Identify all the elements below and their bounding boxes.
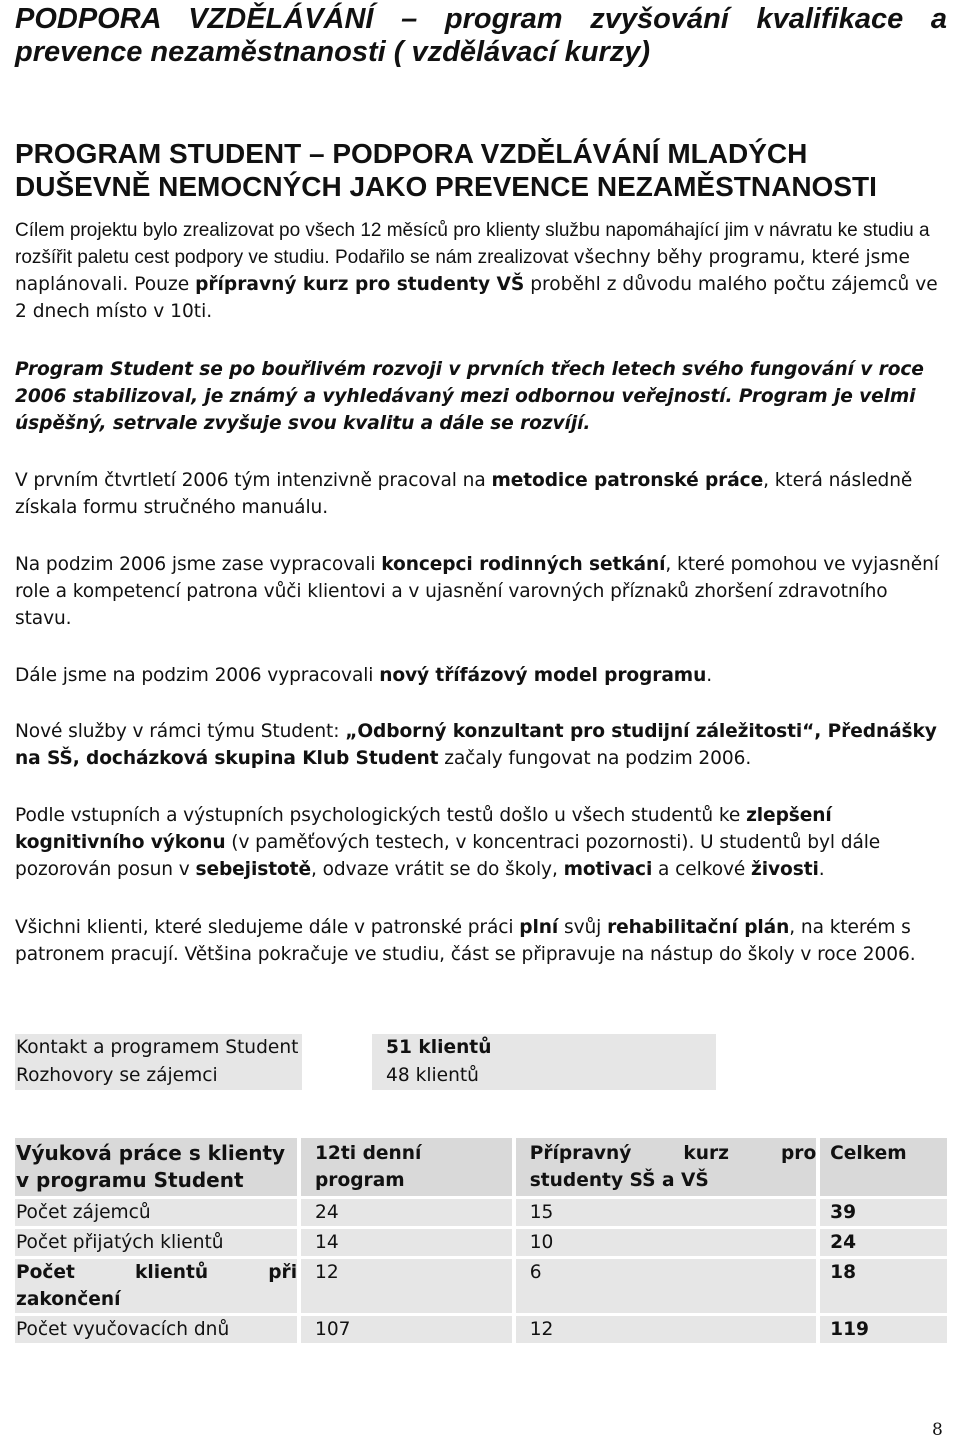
- paragraph-new-services: [15, 718, 947, 772]
- table-row: [15, 1316, 947, 1343]
- paragraph-family-meetings: [15, 551, 947, 632]
- intro-arial-text: Cílem projektu bylo zrealizovat po všech 12 měsíců pro klienty službu napomáhající jim v návratu ke studiu a rozšířit paletu cest podpory ve studiu. Podařilo se nám zrealizovat: [15, 220, 930, 268]
- p6-text-c: svůj: [558, 917, 608, 938]
- paragraph-clients: [15, 914, 947, 968]
- contact-value: 51 klientů: [372, 1034, 716, 1062]
- p4-text-c: začaly fungovat na podzim 2006.: [438, 748, 752, 769]
- p1-bold: metodice patronské práce: [491, 470, 764, 491]
- table-row: [15, 1259, 947, 1313]
- table-cell: 12: [516, 1316, 817, 1343]
- p6-bold-b: plní: [519, 917, 559, 938]
- row-label: Počet klientů při zakončení: [15, 1259, 297, 1313]
- paragraph-tests: [15, 802, 947, 883]
- contact-label: Kontakt a programem Student: [15, 1034, 302, 1062]
- p5-bold-d: sebejistotě: [195, 859, 311, 880]
- main-heading: PODPORA VZDĚLÁVÁNÍ – program zvyšování kvalifikace a prevence nezaměstnanosti ( vzdělávací kurzy): [15, 3, 947, 68]
- page-number: 8: [932, 1420, 943, 1440]
- total-cell: 119: [820, 1316, 947, 1343]
- p5-text-g: a celkové: [652, 859, 752, 880]
- paragraph-methodology: [15, 467, 947, 521]
- p5-bold-b: zlepšení kognitivního výkonu: [15, 805, 832, 853]
- paragraph-model: [15, 662, 947, 689]
- total-cell: 24: [820, 1229, 947, 1256]
- table-cell: 24: [301, 1199, 512, 1226]
- p3-text-c: .: [706, 665, 713, 686]
- table-row: [15, 1062, 716, 1090]
- header-cell: 12ti denní program: [301, 1138, 512, 1196]
- p5-bold-h: živosti: [751, 859, 819, 880]
- table-cell: 10: [516, 1229, 817, 1256]
- table-cell: 6: [516, 1259, 817, 1313]
- table-cell: 107: [301, 1316, 512, 1343]
- row-label: Počet přijatých klientů: [15, 1229, 297, 1256]
- program-heading: PROGRAM STUDENT – PODPORA VZDĚLÁVÁNÍ MLADÝCH DUŠEVNĚ NEMOCNÝCH JAKO PREVENCE NEZAMĚSTNANOSTI: [15, 138, 877, 202]
- p6-text-a: Všichni klienti, které sledujeme dále v patronské práci: [15, 917, 520, 938]
- table-header-row: [15, 1138, 947, 1196]
- p5-text-c: (v paměťových testech, v koncentraci pozornosti). U studentů byl dále pozorován posun v: [15, 832, 881, 880]
- p2-text-c: , které pomohou ve vyjasnění role a kompetencí patrona vůči klientovi a v ujasnění varovných příznaků zhoršení zdravotního stavu.: [15, 554, 939, 629]
- p5-text-e: , odvaze vrátit se do školy,: [310, 859, 564, 880]
- header-cell: Výuková práce s klienty v programu Student: [15, 1138, 297, 1196]
- row-label: Počet vyučovacích dnů: [15, 1316, 297, 1343]
- intro-rest-text: proběhl z důvodu malého počtu zájemců ve 2 dnech místo v 10ti.: [15, 274, 938, 322]
- p2-text-a: Na podzim 2006 jsme zase vypracovali: [15, 554, 382, 575]
- p2-bold: koncepci rodinných setkání: [381, 554, 666, 575]
- p4-text-a: Nové služby v rámci týmu Student:: [15, 721, 346, 742]
- table-row: [15, 1034, 716, 1062]
- p5-text-i: .: [818, 859, 825, 880]
- table-row: [15, 1199, 947, 1226]
- intro-paragraph: [15, 217, 947, 325]
- header-cell: Celkem: [820, 1138, 947, 1196]
- contact-label: Rozhovory se zájemci: [15, 1062, 302, 1090]
- table-cell: 15: [516, 1199, 817, 1226]
- p5-text-a: Podle vstupních a výstupních psychologických testů došlo u všech studentů ke: [15, 805, 747, 826]
- p6-bold-d: rehabilitační plán: [607, 917, 790, 938]
- intro-verdana-text: všechny běhy programu, které jsme naplánovali. Pouze: [15, 247, 910, 295]
- p5-bold-f: motivaci: [563, 859, 653, 880]
- p1-text-c: , která následně získala formu stručného manuálu.: [15, 470, 913, 518]
- intro-bold-text: přípravný kurz pro studenty VŠ: [195, 274, 525, 295]
- contact-table: [15, 1034, 716, 1090]
- total-cell: 39: [820, 1199, 947, 1226]
- p3-bold: nový třífázový model programu: [379, 665, 707, 686]
- table-cell: 12: [301, 1259, 512, 1313]
- p3-text-a: Dále jsme na podzim 2006 vypracovali: [15, 665, 380, 686]
- highlight-paragraph: Program Student se po bouřlivém rozvoji v prvních třech letech svého fungování v roce 2006 stabilizoval, je známý a vyhledávaný mezi odbornou veřejností. Program je velmi úspěšný, setrvale zvyšuje svou kvalitu a dále se rozvíjí.: [15, 359, 924, 434]
- p4-bold: „Odborný konzultant pro studijní záležitosti“, Přednášky na SŠ, docházková skupina Klub Student: [15, 721, 937, 769]
- row-label: Počet zájemců: [15, 1199, 297, 1226]
- table-cell: 14: [301, 1229, 512, 1256]
- contact-value: 48 klientů: [372, 1062, 716, 1090]
- total-cell: 18: [820, 1259, 947, 1313]
- p1-text-a: V prvním čtvrtletí 2006 tým intenzivně pracoval na: [15, 470, 492, 491]
- p6-text-e: , na kterém s patronem pracují. Většina pokračuje ve studiu, část se připravuje na nástup do školy v roce 2006.: [15, 917, 916, 965]
- table-row: [15, 1229, 947, 1256]
- work-table: [15, 1138, 947, 1343]
- header-cell: Přípravný kurz pro studenty SŠ a VŠ: [516, 1138, 817, 1196]
